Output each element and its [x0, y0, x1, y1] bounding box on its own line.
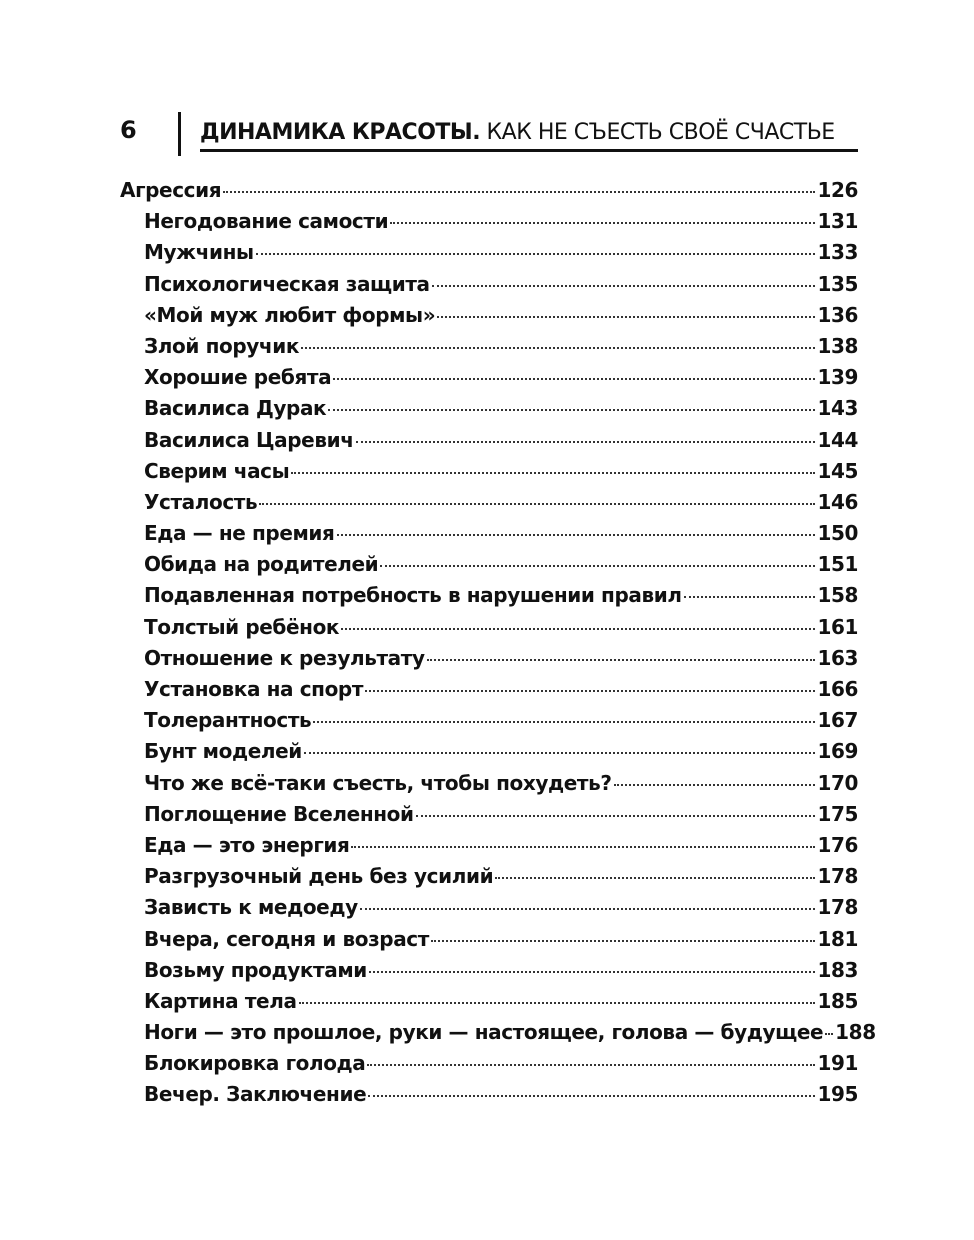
toc-dot-leader [437, 314, 815, 318]
table-of-contents [120, 178, 876, 1114]
toc-entry-page: 143 [817, 396, 858, 421]
toc-entry[interactable] [120, 303, 858, 334]
page-number: 6 [120, 116, 137, 144]
toc-entry-page: 169 [817, 739, 858, 764]
toc-dot-leader [299, 1000, 816, 1004]
toc-entry-page: 195 [817, 1082, 858, 1107]
toc-entry-title: Блокировка голода [144, 1051, 366, 1076]
toc-entry[interactable] [120, 864, 858, 895]
toc-entry-title: Хорошие ребята [144, 365, 332, 390]
toc-entry[interactable] [120, 1082, 858, 1113]
toc-entry-title: Вечер. Заключение [144, 1082, 367, 1107]
toc-entry-title: Подавленная потребность в нарушении правил [144, 583, 682, 608]
toc-dot-leader [431, 938, 815, 942]
toc-dot-leader [259, 501, 815, 505]
toc-entry-title: Агрессия [120, 178, 222, 202]
toc-dot-leader [495, 875, 815, 879]
toc-entry-title: Что же всё-таки съесть, чтобы похудеть? [144, 770, 612, 795]
toc-dot-leader [367, 1062, 815, 1066]
toc-entry[interactable] [120, 396, 858, 427]
toc-dot-leader [356, 439, 816, 443]
toc-entry-title: Усталость [144, 489, 258, 514]
toc-dot-leader [304, 750, 816, 754]
toc-entry[interactable] [120, 240, 858, 271]
toc-entry-page: 178 [817, 895, 858, 920]
toc-dot-leader [825, 1031, 833, 1035]
header-rule [200, 149, 858, 152]
toc-entry-page: 166 [817, 677, 858, 701]
toc-dot-leader [291, 470, 815, 474]
toc-entry-page: 181 [817, 926, 858, 951]
toc-entry[interactable] [120, 646, 858, 677]
toc-entry-page: 151 [817, 552, 858, 577]
toc-entry-title: Еда — это энергия [144, 832, 350, 857]
toc-entry-page: 138 [817, 333, 858, 358]
toc-entry[interactable] [120, 895, 858, 926]
toc-dot-leader [380, 563, 815, 567]
toc-entry-title: Еда — не премия [144, 521, 335, 546]
toc-entry-page: 145 [817, 458, 858, 483]
toc-entry-title: Поглощение Вселенной [144, 801, 414, 826]
toc-entry[interactable] [120, 490, 858, 521]
toc-dot-leader [328, 407, 815, 411]
toc-entry[interactable] [120, 771, 858, 802]
toc-entry-page: 161 [817, 614, 858, 639]
toc-entry[interactable] [120, 739, 858, 770]
toc-entry-title: Картина тела [144, 988, 297, 1013]
toc-dot-leader [223, 189, 815, 193]
toc-entry-title: «Мой муж любит формы» [144, 302, 436, 327]
toc-entry[interactable] [120, 1020, 876, 1051]
toc-entry[interactable] [120, 708, 858, 739]
toc-entry-page: 126 [817, 178, 858, 202]
toc-entry-title: Василиса Дурак [144, 396, 327, 421]
toc-entry[interactable] [120, 927, 858, 958]
toc-entry-title: Ноги — это прошлое, руки — настоящее, голова — будущее [144, 1020, 824, 1045]
toc-dot-leader [614, 782, 816, 786]
toc-dot-leader [256, 251, 816, 255]
toc-entry[interactable] [120, 459, 858, 490]
toc-entry[interactable] [120, 365, 858, 396]
toc-entry-page: 188 [835, 1020, 876, 1045]
toc-entry[interactable] [120, 552, 858, 583]
toc-entry-page: 144 [817, 427, 858, 452]
toc-entry[interactable] [120, 958, 858, 989]
toc-entry[interactable] [120, 178, 858, 209]
toc-entry[interactable] [120, 615, 858, 646]
toc-dot-leader [360, 906, 816, 910]
toc-entry-title: Психологическая защита [144, 271, 430, 296]
toc-entry[interactable] [120, 677, 858, 708]
toc-dot-leader [427, 657, 816, 661]
toc-dot-leader [390, 220, 815, 224]
toc-entry-page: 136 [817, 302, 858, 327]
toc-entry-page: 176 [817, 832, 858, 857]
toc-entry-page: 178 [817, 864, 858, 889]
running-title [200, 120, 835, 145]
toc-dot-leader [313, 719, 815, 723]
toc-entry-page: 139 [817, 365, 858, 390]
toc-entry[interactable] [120, 989, 858, 1020]
toc-entry-page: 158 [817, 583, 858, 608]
toc-dot-leader [416, 813, 816, 817]
toc-dot-leader [684, 594, 816, 598]
toc-entry-page: 163 [817, 645, 858, 670]
toc-entry[interactable] [120, 1051, 858, 1082]
toc-entry-page: 131 [817, 209, 858, 234]
toc-dot-leader [369, 969, 816, 973]
toc-dot-leader [301, 345, 815, 349]
toc-entry-page: 167 [817, 708, 858, 733]
toc-entry[interactable] [120, 334, 858, 365]
running-title-regular: КАК НЕ СЪЕСТЬ СВОЁ СЧАСТЬЕ [480, 120, 835, 145]
toc-entry[interactable] [120, 428, 858, 459]
toc-entry-page: 170 [817, 770, 858, 795]
header-divider [178, 112, 181, 156]
toc-dot-leader [333, 376, 815, 380]
toc-entry[interactable] [120, 833, 858, 864]
toc-entry-title: Установка на спорт [144, 677, 364, 701]
toc-entry-title: Возьму продуктами [144, 957, 367, 982]
toc-entry[interactable] [120, 521, 858, 552]
toc-entry[interactable] [120, 802, 858, 833]
toc-entry-title: Сверим часы [144, 458, 290, 483]
toc-entry-title: Негодование самости [144, 209, 389, 234]
toc-dot-leader [432, 283, 816, 287]
toc-entry-page: 185 [817, 988, 858, 1013]
toc-entry-title: Василиса Царевич [144, 427, 354, 452]
toc-dot-leader [341, 626, 815, 630]
toc-entry-page: 175 [817, 801, 858, 826]
toc-entry-title: Вчера, сегодня и возраст [144, 926, 429, 951]
toc-dot-leader [351, 844, 815, 848]
toc-entry-page: 133 [817, 240, 858, 265]
toc-entry-title: Мужчины [144, 240, 254, 265]
toc-entry-title: Отношение к результату [144, 645, 425, 670]
toc-entry-title: Злой поручик [144, 333, 300, 358]
toc-entry-page: 135 [817, 271, 858, 296]
toc-entry-title: Бунт моделей [144, 739, 302, 764]
toc-entry-page: 183 [817, 957, 858, 982]
toc-entry[interactable] [120, 583, 858, 614]
toc-entry-page: 150 [817, 521, 858, 546]
running-title-bold: ДИНАМИКА КРАСОТЫ. [200, 120, 481, 145]
toc-entry-page: 146 [817, 489, 858, 514]
toc-entry-title: Зависть к медоеду [144, 895, 358, 920]
toc-entry[interactable] [120, 209, 858, 240]
toc-dot-leader [368, 1093, 815, 1097]
toc-entry[interactable] [120, 272, 858, 303]
toc-entry-title: Толстый ребёнок [144, 614, 340, 639]
toc-entry-title: Разгрузочный день без усилий [144, 864, 494, 889]
toc-dot-leader [365, 688, 815, 692]
toc-entry-title: Обида на родителей [144, 552, 379, 577]
toc-dot-leader [337, 532, 816, 536]
running-header [120, 112, 858, 156]
toc-entry-title: Толерантность [144, 708, 312, 733]
toc-entry-page: 191 [817, 1051, 858, 1076]
